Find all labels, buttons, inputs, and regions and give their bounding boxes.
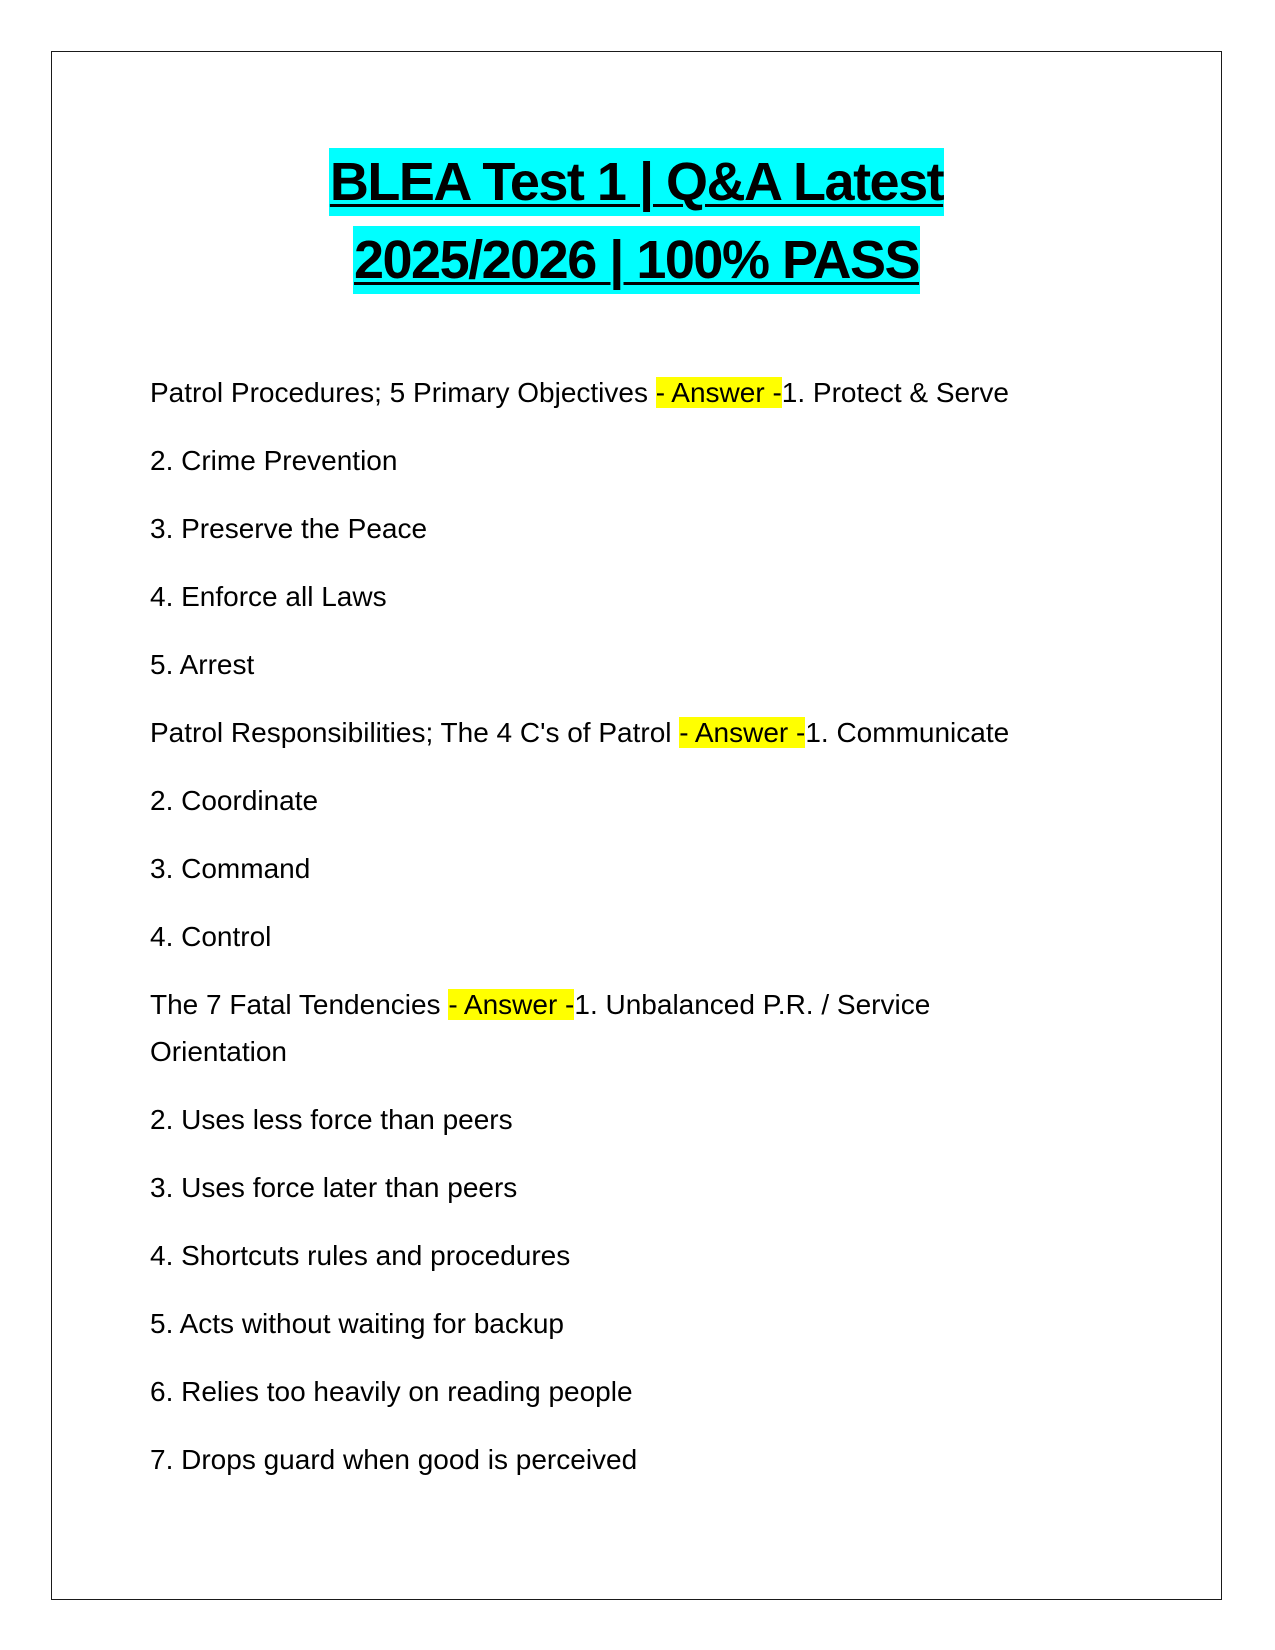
question-paragraph — [150, 981, 950, 1075]
answer-item: 4. Control — [150, 921, 272, 952]
title-line-2: 2025/2026 | 100% PASS — [353, 226, 920, 294]
answer-item: 3. Preserve the Peace — [150, 513, 428, 544]
answer-item: 5. Arrest — [150, 649, 255, 680]
answer-item: 3. Uses force later than peers — [150, 1172, 518, 1203]
answer-item: 3. Command — [150, 853, 311, 884]
question-paragraph — [150, 369, 1160, 416]
title-line-1: BLEA Test 1 | Q&A Latest — [329, 148, 944, 216]
answer-text: 1. Communicate — [805, 717, 1010, 748]
answer-item: 4. Shortcuts rules and procedures — [150, 1240, 571, 1271]
question-paragraph — [150, 709, 1160, 756]
answer-item: 2. Crime Prevention — [150, 445, 398, 476]
answer-item: 7. Drops guard when good is perceived — [150, 1444, 638, 1475]
question-text: The 7 Fatal Tendencies — [150, 989, 449, 1020]
answer-item: 4. Enforce all Laws — [150, 581, 387, 612]
answer-text: 1. Protect & Serve — [781, 377, 1009, 408]
answer-marker: - Answer - — [655, 377, 782, 408]
document-title — [51, 148, 1222, 304]
question-text: Patrol Responsibilities; The 4 C's of Patrol — [150, 717, 680, 748]
answer-item: 5. Acts without waiting for backup — [150, 1308, 564, 1339]
question-text: Patrol Procedures; 5 Primary Objectives — [150, 377, 656, 408]
qa-content — [150, 369, 1160, 1504]
answer-marker: - Answer - — [448, 989, 575, 1020]
answer-item: 2. Coordinate — [150, 785, 319, 816]
answer-marker: - Answer - — [679, 717, 806, 748]
answer-item: 2. Uses less force than peers — [150, 1104, 513, 1135]
answer-text: 1. Unbalanced P.R. / Service Orientation — [150, 989, 931, 1067]
answer-item: 6. Relies too heavily on reading people — [150, 1376, 633, 1407]
